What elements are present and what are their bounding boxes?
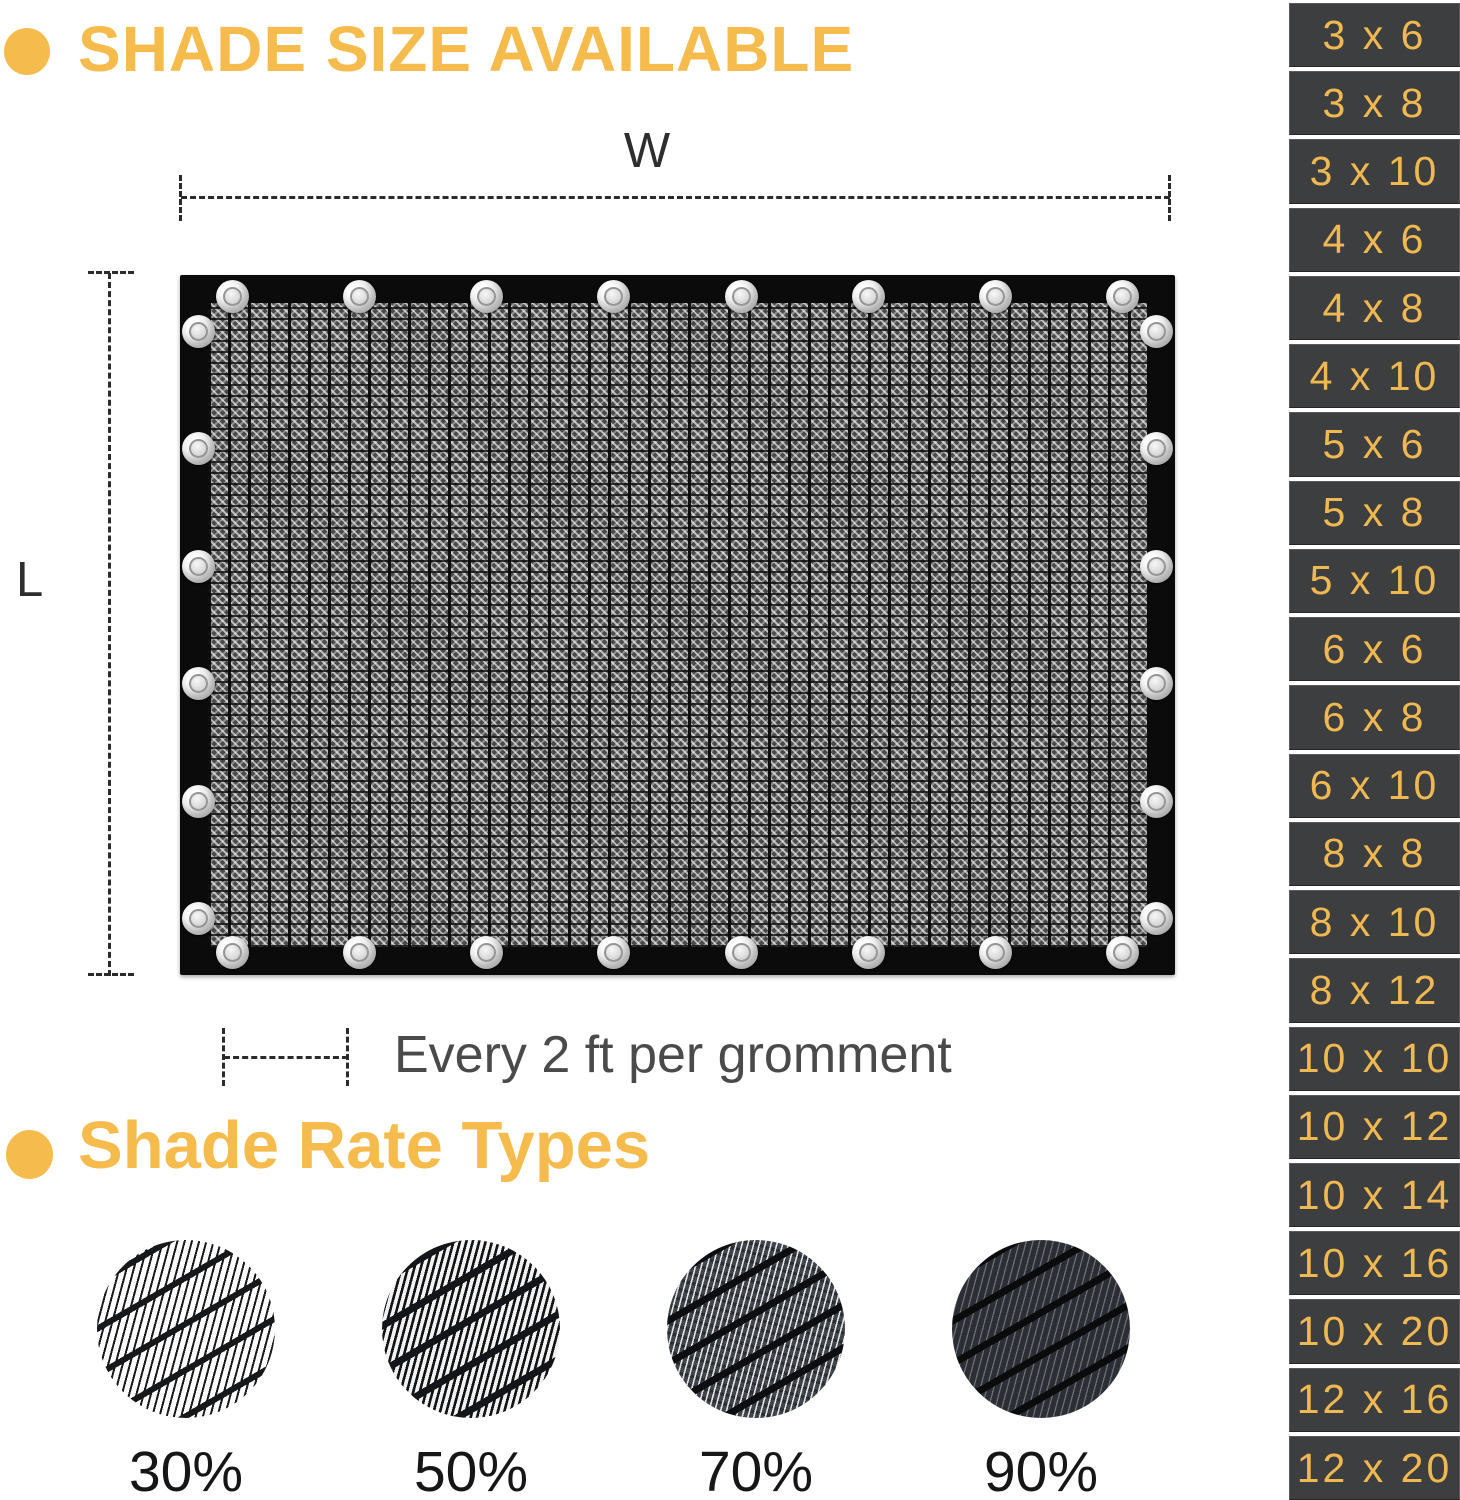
shade-rate-item (381, 1240, 561, 1500)
grommet (1106, 936, 1139, 969)
shade-rate-label: 30% (128, 1440, 244, 1500)
grommet (470, 280, 503, 313)
shade-rate-title: Shade Rate Types (78, 1108, 651, 1183)
grommet (597, 936, 630, 969)
bullet-dot-icon (4, 28, 50, 75)
size-option: 5 x 6 (1289, 412, 1460, 476)
width-dim-cap-left (179, 175, 182, 221)
size-option: 10 x 14 (1289, 1163, 1460, 1227)
size-option: 10 x 20 (1289, 1299, 1460, 1363)
grommet (470, 936, 503, 969)
grommet (216, 280, 249, 313)
shade-rate-item (951, 1240, 1131, 1500)
shade-swatch (382, 1240, 560, 1418)
page-title: SHADE SIZE AVAILABLE (78, 13, 855, 85)
shade-rate-item (96, 1240, 276, 1500)
size-option: 8 x 12 (1289, 958, 1460, 1022)
grommet (1140, 902, 1173, 935)
size-list (1289, 0, 1460, 1500)
grommet (216, 936, 249, 969)
bullet-dot-icon (6, 1130, 53, 1179)
size-option: 4 x 6 (1289, 208, 1460, 272)
grommet (343, 936, 376, 969)
grommet-row-bottom (216, 936, 1139, 969)
grommet (1140, 432, 1173, 465)
size-option: 6 x 8 (1289, 685, 1460, 749)
grommet-col-right (1140, 315, 1173, 935)
grommet (1140, 785, 1173, 818)
size-option: 3 x 10 (1289, 139, 1460, 203)
net-mesh-texture (208, 303, 1147, 947)
shade-net-diagram (180, 275, 1175, 975)
shade-swatch (952, 1240, 1130, 1418)
width-dim-cap-right (1168, 175, 1171, 221)
grommet (725, 280, 758, 313)
size-option: 12 x 16 (1289, 1368, 1460, 1432)
size-option: 4 x 8 (1289, 276, 1460, 340)
grommet (979, 936, 1012, 969)
size-option: 5 x 10 (1289, 549, 1460, 613)
shade-rate-swatches (96, 1240, 1131, 1500)
grommet (1140, 667, 1173, 700)
grommet (182, 785, 215, 818)
grommet-row-top (216, 280, 1139, 313)
size-option: 6 x 10 (1289, 754, 1460, 818)
width-dim-line (181, 196, 1170, 199)
grommet (1140, 315, 1173, 348)
shade-rate-label: 70% (698, 1440, 814, 1500)
grommet (597, 280, 630, 313)
grommet (343, 280, 376, 313)
size-option: 6 x 6 (1289, 617, 1460, 681)
shade-rate-item (666, 1240, 846, 1500)
length-dim-cap-bottom (88, 973, 134, 976)
size-option: 4 x 10 (1289, 344, 1460, 408)
size-option: 10 x 10 (1289, 1027, 1460, 1091)
grommet-spacing-cap-right (346, 1028, 349, 1086)
grommet (725, 936, 758, 969)
grommet (182, 550, 215, 583)
shade-rate-label: 90% (983, 1440, 1099, 1500)
grommet (182, 667, 215, 700)
grommet-col-left (182, 315, 215, 935)
size-option: 10 x 16 (1289, 1231, 1460, 1295)
shade-rate-label: 50% (413, 1440, 529, 1500)
size-option: 3 x 8 (1289, 71, 1460, 135)
length-dim-label: L (16, 553, 44, 607)
grommet (182, 902, 215, 935)
size-option: 5 x 8 (1289, 481, 1460, 545)
grommet (1140, 550, 1173, 583)
grommet (1106, 280, 1139, 313)
length-dim-cap-top (88, 271, 134, 274)
grommet (852, 280, 885, 313)
grommet (979, 280, 1012, 313)
size-option: 12 x 20 (1289, 1436, 1460, 1500)
size-option: 8 x 10 (1289, 890, 1460, 954)
length-dim-line (108, 273, 111, 976)
size-option: 10 x 12 (1289, 1095, 1460, 1159)
shade-swatch (97, 1240, 275, 1418)
grommet (852, 936, 885, 969)
grommet (182, 432, 215, 465)
width-dim-label: W (623, 124, 671, 178)
shade-swatch (667, 1240, 845, 1418)
size-option: 8 x 8 (1289, 822, 1460, 886)
grommet-spacing-cap-left (222, 1028, 225, 1086)
size-option: 3 x 6 (1289, 3, 1460, 67)
grommet-spacing-marker (224, 1056, 348, 1059)
grommet (182, 315, 215, 348)
grommet-spacing-note: Every 2 ft per gromment (394, 1026, 952, 1084)
